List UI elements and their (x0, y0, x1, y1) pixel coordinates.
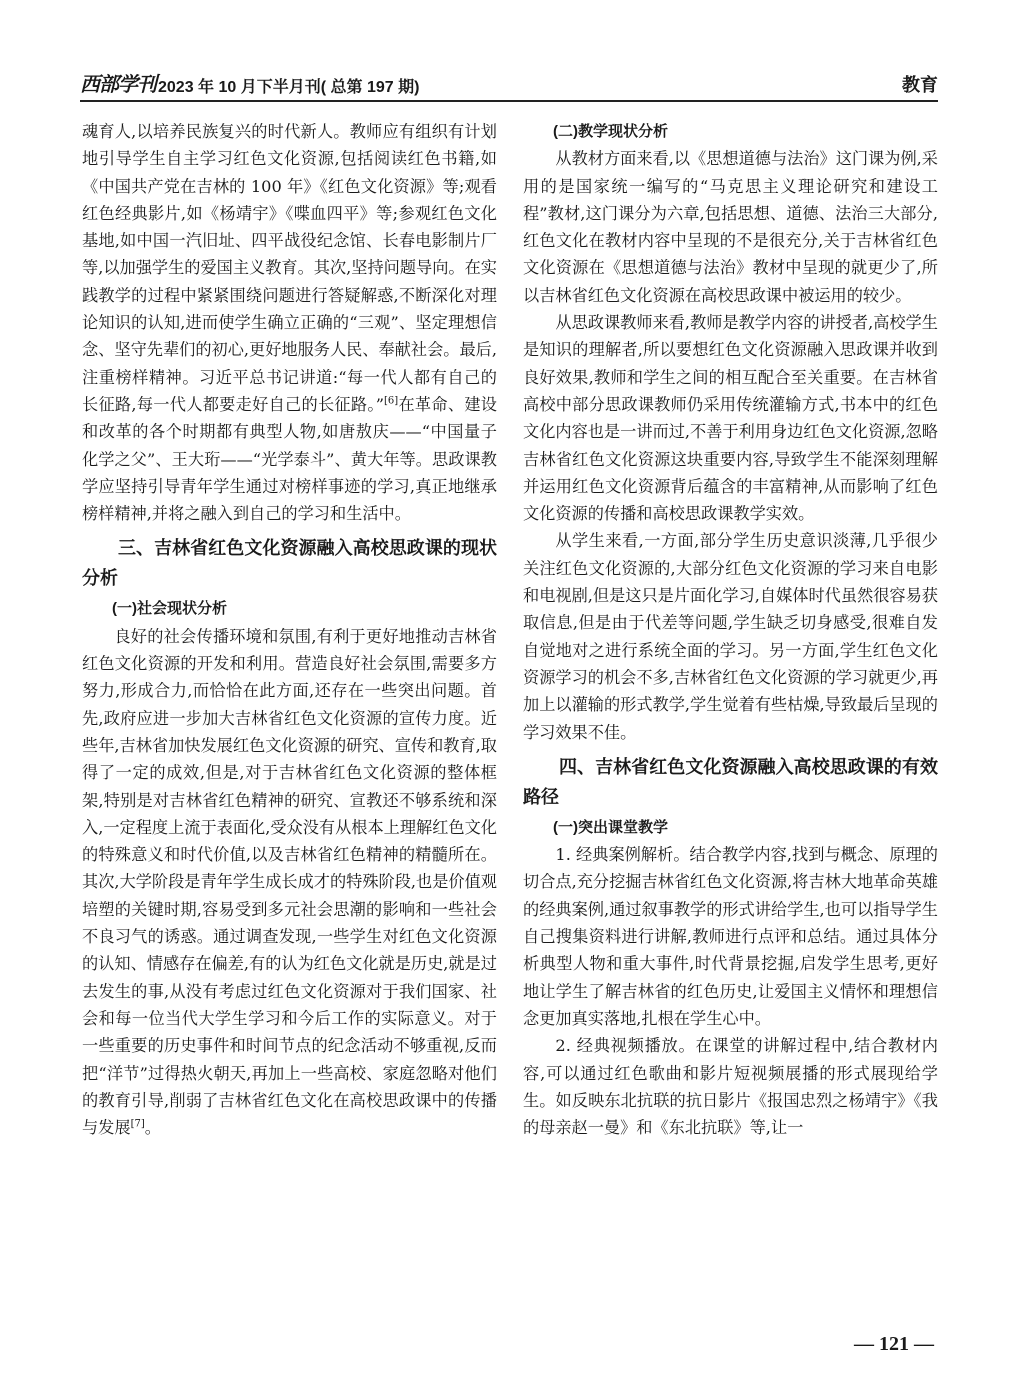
subsection-heading: (一)突出课堂教学 (553, 818, 668, 836)
journal-masthead (80, 68, 419, 100)
paragraph-text: 良好的社会传播环境和氛围,有利于更好地推动吉林省红色文化资源的开发和利用。营造良好社会氛围,需要多方努力,形成合力,而恰恰在此方面,还存在一些突出问题。首先,政府应进一步加大吉林省红色文化资源的宣传力度。近些年,吉林省加快发展红色文化资源的研究、宣传和教育,取得了一定的成效,但是,对于吉林省红色文化资源的整体框架,特别是对吉林省红色精神的研究、宣教还不够系统和深入,一定程度上流于表面化,受众没有从根本上理解红色文化的特殊意义和时代价值,以及吉林省红色精神的精髓所在。其次,大学阶段是青年学生成长成才的特殊阶段,也是价值观培塑的关键时期,容易受到多元社会思潮的影响和一些社会不良习气的诱惑。通过调查发现,一些学生对红色文化资源的认知、情感存在偏差,有的认为红色文化就是历史,就是过去发生的事,从没有考虑过红色文化资源对于我们国家、社会和每一位当代大学生学习和今后工作的实际意义。对于一些重要的历史事件和时间节点的纪念活动不够重视,反而把“洋节”过得热火朝天,再加上一些高校、家庭忽略对他们的教育引导,削弱了吉林省红色文化在高校思政课中的传播与发展 (82, 626, 497, 1138)
paragraph: 1. 经典案例解析。结合教学内容,找到与概念、原理的切合点,充分挖掘吉林省红色文化资源,将吉林大地革命英雄的经典案例,通过叙事教学的形式讲给学生,也可以指导学生自己搜集资料进行讲解,教师进行点评和总结。通过具体分析典型人物和重大事件,时代背景挖掘,启发学生思考,更好地让学生了解吉林省的红色历史,让爱国主义情怀和理想信念更加真实落地,扎根在学生心中。 (523, 845, 938, 1028)
paragraph: 从思政课教师来看,教师是教学内容的讲授者,高校学生是知识的理解者,所以要想红色文化资源融入思政课并收到良好效果,教师和学生之间的相互配合至关重要。在吉林省高校中部分思政课教师仍采用传统灌输方式,书本中的红色文化内容也是一讲而过,不善于利用身边红色文化资源,忽略吉林省红色文化资源这块重要内容,导致学生不能深刻理解并运用红色文化资源背后蕴含的丰富精神,从而影响了红色文化资源的传播和高校思政课教学实效。 (523, 313, 938, 524)
left-column (82, 118, 497, 1141)
issue-info: 2023 年 10 月下半月刊( 总第 197 期) (158, 79, 420, 96)
section-label: 教育 (902, 75, 938, 95)
subsection-heading: (一)社会现状分析 (112, 600, 227, 618)
paragraph-text: 魂育人,以培养民族复兴的时代新人。教师应有组织有计划地引导学生自主学习红色文化资源,包括阅读红色书籍,如《中国共产党在吉林的 100 年》《红色文化资源》等;观看红色经典影片,如《杨靖宇》《喋血四平》等;参观红色文化基地,如中国一汽旧址、四平战役纪念馆、长春电影制片厂等,以加强学生的爱国主义教育。其次,坚持问题导向。在实践教学的过程中紧紧围绕问题进行答疑解惑,不断深化对理论知识的认知,进而使学生确立正确的“三观”、坚定理想信念、坚守先辈们的初心,更好地服务人民、奉献社会。最后,注重榜样精神。习近平总书记讲道:“每一代人都有自己的长征路,每一代人都要走好自己的长征路。” (82, 122, 497, 414)
page-number: — 121 — (854, 1333, 934, 1355)
paragraph (82, 118, 497, 527)
citation[interactable]: [6] (384, 395, 399, 407)
paragraph: 从学生来看,一方面,部分学生历史意识淡薄,几乎很少关注红色文化资源的,大部分红色文化资源的学习来自电影和电视剧,但是这只是片面化学习,自媒体时代虽然很容易获取信息,但是由于代差等问题,学生缺乏切身感受,很难自发自觉地对之进行系统全面的学习。另一方面,学生红色文化资源学习的机会不多,吉林省红色文化资源的学习就更少,再加上以灌输的形式教学,学生觉着有些枯燥,导致最后呈现的学习效果不佳。 (523, 531, 938, 742)
section-heading: 四、吉林省红色文化资源融入高校思政课的有效路径 (523, 756, 938, 807)
right-column (523, 118, 938, 1141)
paragraph-end: 。 (144, 1118, 161, 1138)
subsection-heading: (二)教学现状分析 (553, 123, 668, 140)
citation[interactable]: [7] (130, 1118, 145, 1130)
paragraph: 2. 经典视频播放。在课堂的讲解过程中,结合教材内容,可以通过红色歌曲和影片短视频展播的形式展现给学生。如反映东北抗联的抗日影片《报国忠烈之杨靖宇》《我的母亲赵一曼》和《东北抗联》等,让一 (523, 1036, 938, 1138)
journal-logo: 西部学刊 (80, 72, 156, 96)
paragraph (82, 623, 497, 1142)
paragraph: 从教材方面来看,以《思想道德与法治》这门课为例,采用的是国家统一编写的“马克思主义理论研究和建设工程”教材,这门课分为六章,包括思想、道德、法治三大部分,红色文化在教材内容中呈现的不是很充分,关于吉林省红色文化资源在《思想道德与法治》教材中呈现的就更少了,所以吉林省红色文化资源在高校思政课中被运用的较少。 (523, 149, 938, 305)
running-header (80, 70, 938, 102)
paragraph-text: 在革命、建设和改革的各个时期都有典型人物,如唐敖庆——“中国量子化学之父”、王大珩——“光学泰斗”、黄大年等。思政课教学应坚持引导青年学生通过对榜样事迹的学习,真正地继承榜样精神,并将之融入到自己的学习和生活中。 (82, 394, 497, 524)
section-heading: 三、吉林省红色文化资源融入高校思政课的现状分析 (82, 538, 497, 589)
